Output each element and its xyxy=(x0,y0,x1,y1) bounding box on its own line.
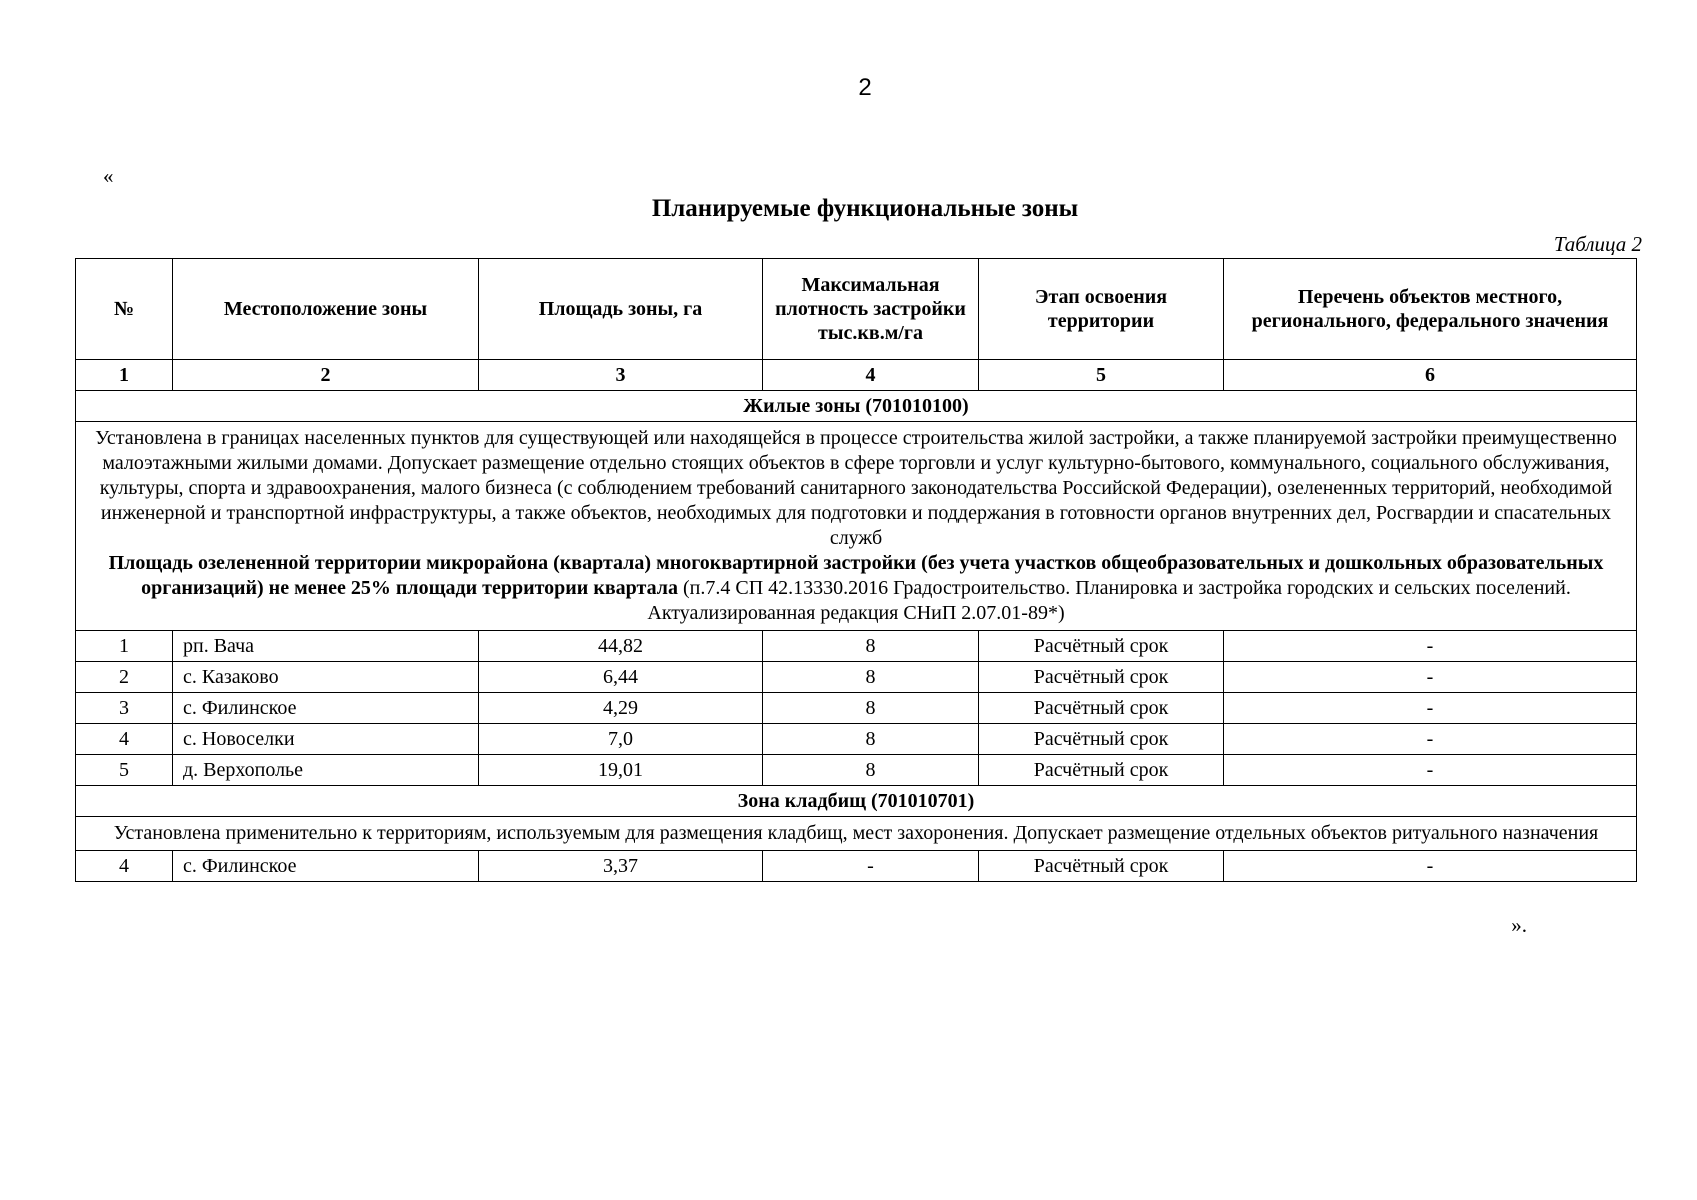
cemetery-section-title-row xyxy=(76,786,1637,817)
table-row xyxy=(76,724,1637,755)
zone-location: д. Верхополье xyxy=(173,755,479,786)
zone-area: 3,37 xyxy=(479,851,763,882)
table-row xyxy=(76,693,1637,724)
zone-area: 4,29 xyxy=(479,693,763,724)
header-no: № xyxy=(76,259,173,360)
zone-objects: - xyxy=(1224,724,1637,755)
table-header-row xyxy=(76,259,1637,360)
zone-objects: - xyxy=(1224,693,1637,724)
zone-area: 7,0 xyxy=(479,724,763,755)
zone-objects: - xyxy=(1224,662,1637,693)
header-objects: Перечень объектов местного, регионального, федерального значения xyxy=(1224,259,1637,360)
zone-stage: Расчётный срок xyxy=(979,851,1224,882)
cemetery-section-title: Зона кладбищ (701010701) xyxy=(76,786,1637,817)
table-label: Таблица 2 xyxy=(1553,232,1642,256)
closing-quote-mark: ». xyxy=(1511,913,1527,937)
zone-density: 8 xyxy=(763,631,979,662)
row-number: 3 xyxy=(76,693,173,724)
zone-area: 19,01 xyxy=(479,755,763,786)
zone-area: 6,44 xyxy=(479,662,763,693)
zone-density: - xyxy=(763,851,979,882)
zone-density: 8 xyxy=(763,724,979,755)
table-row xyxy=(76,851,1637,882)
header-density: Максимальная плотность застройки тыс.кв.м/га xyxy=(763,259,979,360)
column-number-row xyxy=(76,360,1637,391)
row-number: 4 xyxy=(76,724,173,755)
column-number: 5 xyxy=(979,360,1224,391)
header-stage: Этап освоения территории xyxy=(979,259,1224,360)
zone-location: с. Новоселки xyxy=(173,724,479,755)
zone-stage: Расчётный срок xyxy=(979,755,1224,786)
residential-green-area-note xyxy=(86,551,1626,626)
table-row xyxy=(76,662,1637,693)
zone-objects: - xyxy=(1224,755,1637,786)
zone-stage: Расчётный срок xyxy=(979,631,1224,662)
row-number: 2 xyxy=(76,662,173,693)
residential-description-cell xyxy=(76,422,1637,631)
residential-description: Установлена в границах населенных пунктов для существующей или находящейся в процессе строительства жилой застройки, а также планируемой застройки преимущественно малоэтажными жилыми домами. Допускает размещение отдельно стоящих объектов в сфере торговли и услуг культурно-бытового, коммунального, социального обслуживания, культуры, спорта и здравоохранения, малого бизнеса (с соблюдением требований санитарного законодательства Российской Федерации), озелененных территорий, необходимой инженерной и транспортной инфраструктуры, а также объектов, необходимых для подготовки и поддержания в готовности органов внутренних дел, Росгвардии и спасательных служб xyxy=(95,427,1617,549)
zone-location: рп. Вача xyxy=(173,631,479,662)
page-number: 2 xyxy=(858,74,872,101)
column-number: 3 xyxy=(479,360,763,391)
header-area: Площадь зоны, га xyxy=(479,259,763,360)
zone-area: 44,82 xyxy=(479,631,763,662)
zone-location: с. Казаково xyxy=(173,662,479,693)
column-number: 6 xyxy=(1224,360,1637,391)
zone-density: 8 xyxy=(763,755,979,786)
row-number: 4 xyxy=(76,851,173,882)
column-number: 2 xyxy=(173,360,479,391)
zone-stage: Расчётный срок xyxy=(979,724,1224,755)
table-row xyxy=(76,631,1637,662)
zone-stage: Расчётный срок xyxy=(979,693,1224,724)
header-location: Местоположение зоны xyxy=(173,259,479,360)
row-number: 5 xyxy=(76,755,173,786)
green-area-reference: (п.7.4 СП 42.13330.2016 Градостроительство. Планировка и застройка городских и сельских поселений. Актуализированная редакция СНиП 2.07.01-89*) xyxy=(647,577,1571,624)
functional-zones-table xyxy=(75,258,1637,882)
cemetery-description: Установлена применительно к территориям, используемым для размещения кладбищ, мест захоронения. Допускает размещение отдельных объектов ритуального назначения xyxy=(76,817,1637,851)
zone-location: с. Филинское xyxy=(173,693,479,724)
cemetery-description-row xyxy=(76,817,1637,851)
residential-section-title-row xyxy=(76,391,1637,422)
residential-description-row xyxy=(76,422,1637,631)
zone-density: 8 xyxy=(763,693,979,724)
column-number: 1 xyxy=(76,360,173,391)
opening-quote-mark: « xyxy=(103,164,114,188)
green-area-requirement: Площадь озелененной территории микрорайона (квартала) многоквартирной застройки (без учета участков общеобразовательных и дошкольных образовательных организаций) не менее 25% площади территории квартала xyxy=(108,552,1604,599)
table-row xyxy=(76,755,1637,786)
row-number: 1 xyxy=(76,631,173,662)
residential-section-title: Жилые зоны (701010100) xyxy=(76,391,1637,422)
page-title: Планируемые функциональные зоны xyxy=(651,195,1079,222)
zone-location: с. Филинское xyxy=(173,851,479,882)
zone-density: 8 xyxy=(763,662,979,693)
zone-objects: - xyxy=(1224,851,1637,882)
zone-objects: - xyxy=(1224,631,1637,662)
column-number: 4 xyxy=(763,360,979,391)
zone-stage: Расчётный срок xyxy=(979,662,1224,693)
